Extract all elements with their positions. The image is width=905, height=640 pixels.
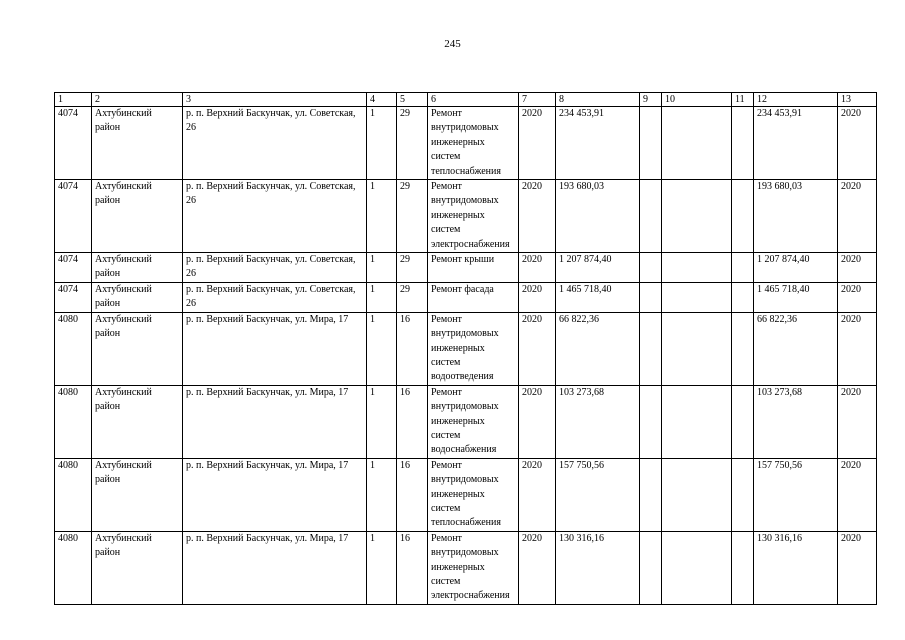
table-cell: 4074 — [55, 253, 92, 283]
table-cell: Ахтубинский район — [92, 531, 183, 604]
table-cell — [662, 385, 732, 458]
column-number-header: 10 — [662, 93, 732, 107]
table-cell: р. п. Верхний Баскунчак, ул. Советская, 26 — [183, 107, 367, 180]
table-cell: 4074 — [55, 282, 92, 312]
table-cell: 66 822,36 — [754, 312, 838, 385]
column-number-header: 12 — [754, 93, 838, 107]
table-cell: 16 — [397, 531, 428, 604]
column-number-header: 2 — [92, 93, 183, 107]
table-cell: 2020 — [838, 312, 877, 385]
table-cell: 1 — [367, 458, 397, 531]
table-cell: Ремонт внутридомовых инженерных систем теплоснабжения — [428, 107, 519, 180]
table-cell: 1 465 718,40 — [754, 282, 838, 312]
table-cell — [662, 282, 732, 312]
table-cell: Ахтубинский район — [92, 312, 183, 385]
table-cell: 157 750,56 — [754, 458, 838, 531]
table-cell: 16 — [397, 385, 428, 458]
table-cell: 2020 — [519, 107, 556, 180]
table-cell: Ахтубинский район — [92, 282, 183, 312]
table-cell: 2020 — [838, 458, 877, 531]
table-cell: 1 — [367, 253, 397, 283]
table-cell: 2020 — [519, 458, 556, 531]
register-table — [54, 92, 877, 605]
table-cell: Ахтубинский район — [92, 107, 183, 180]
table-cell: 1 207 874,40 — [556, 253, 640, 283]
table-cell: 234 453,91 — [556, 107, 640, 180]
table-row — [55, 531, 877, 604]
table-cell: 2020 — [838, 180, 877, 253]
table-cell: 2020 — [519, 180, 556, 253]
table-cell: 1 465 718,40 — [556, 282, 640, 312]
table-cell: Ахтубинский район — [92, 458, 183, 531]
table-cell: 2020 — [838, 253, 877, 283]
table-cell — [640, 253, 662, 283]
table-cell: 193 680,03 — [556, 180, 640, 253]
table-cell: 4080 — [55, 385, 92, 458]
table-header — [55, 93, 877, 107]
table-row — [55, 253, 877, 283]
table-cell — [640, 180, 662, 253]
table-cell — [640, 312, 662, 385]
table-cell: 103 273,68 — [754, 385, 838, 458]
table-cell: Ахтубинский район — [92, 180, 183, 253]
table-cell — [640, 458, 662, 531]
table-cell: Ремонт внутридомовых инженерных систем водоотведения — [428, 312, 519, 385]
table-cell: 4080 — [55, 458, 92, 531]
table-cell: 2020 — [519, 531, 556, 604]
table-cell — [732, 458, 754, 531]
table-cell — [640, 385, 662, 458]
table-cell — [640, 531, 662, 604]
table-cell: 1 — [367, 385, 397, 458]
table-cell: 234 453,91 — [754, 107, 838, 180]
table-cell: р. п. Верхний Баскунчак, ул. Мира, 17 — [183, 385, 367, 458]
table-row — [55, 107, 877, 180]
table-row — [55, 458, 877, 531]
table-cell — [732, 312, 754, 385]
header-row — [55, 93, 877, 107]
table-cell: 4080 — [55, 312, 92, 385]
table-row — [55, 385, 877, 458]
table-cell — [662, 531, 732, 604]
column-number-header: 4 — [367, 93, 397, 107]
table-cell: 130 316,16 — [556, 531, 640, 604]
table-cell: 2020 — [838, 282, 877, 312]
table-cell — [662, 458, 732, 531]
table-cell — [732, 107, 754, 180]
table-cell: 2020 — [838, 531, 877, 604]
table-cell — [732, 253, 754, 283]
table-cell: 4074 — [55, 107, 92, 180]
table-cell: 2020 — [519, 253, 556, 283]
table-row — [55, 180, 877, 253]
table-cell: 29 — [397, 282, 428, 312]
table-cell — [662, 253, 732, 283]
table-cell: 2020 — [838, 385, 877, 458]
table-cell: р. п. Верхний Баскунчак, ул. Советская, 26 — [183, 180, 367, 253]
table-cell: 66 822,36 — [556, 312, 640, 385]
table-cell: р. п. Верхний Баскунчак, ул. Мира, 17 — [183, 458, 367, 531]
table-cell: Ремонт внутридомовых инженерных систем водоснабжения — [428, 385, 519, 458]
column-number-header: 7 — [519, 93, 556, 107]
column-number-header: 13 — [838, 93, 877, 107]
table-cell — [732, 385, 754, 458]
table-cell: 1 — [367, 282, 397, 312]
column-number-header: 11 — [732, 93, 754, 107]
table-cell: р. п. Верхний Баскунчак, ул. Советская, 26 — [183, 253, 367, 283]
table-cell: р. п. Верхний Баскунчак, ул. Мира, 17 — [183, 312, 367, 385]
table-cell: 29 — [397, 253, 428, 283]
table-row — [55, 312, 877, 385]
table-cell — [640, 107, 662, 180]
table-cell — [732, 180, 754, 253]
table-cell: 29 — [397, 107, 428, 180]
table-cell — [662, 180, 732, 253]
table-cell — [662, 107, 732, 180]
table-cell: Ремонт внутридомовых инженерных систем электроснабжения — [428, 180, 519, 253]
table-cell: 2020 — [519, 312, 556, 385]
table-cell: Ремонт внутридомовых инженерных систем теплоснабжения — [428, 458, 519, 531]
column-number-header: 1 — [55, 93, 92, 107]
table-cell: 16 — [397, 312, 428, 385]
table-cell: 1 — [367, 180, 397, 253]
table-cell: 103 273,68 — [556, 385, 640, 458]
table-cell: 2020 — [519, 385, 556, 458]
table-cell: 4080 — [55, 531, 92, 604]
table-cell: Ремонт фасада — [428, 282, 519, 312]
table-cell: р. п. Верхний Баскунчак, ул. Мира, 17 — [183, 531, 367, 604]
table-cell: Ремонт внутридомовых инженерных систем электроснабжения — [428, 531, 519, 604]
table-row — [55, 282, 877, 312]
table-cell: 2020 — [838, 107, 877, 180]
table-cell: 1 — [367, 107, 397, 180]
column-number-header: 5 — [397, 93, 428, 107]
table-body — [55, 107, 877, 605]
table-cell: Ахтубинский район — [92, 253, 183, 283]
table-cell: 157 750,56 — [556, 458, 640, 531]
page-number: 245 — [444, 38, 461, 50]
column-number-header: 9 — [640, 93, 662, 107]
table-cell: 130 316,16 — [754, 531, 838, 604]
column-number-header: 3 — [183, 93, 367, 107]
column-number-header: 8 — [556, 93, 640, 107]
table-cell — [662, 312, 732, 385]
table-cell — [732, 531, 754, 604]
column-number-header: 6 — [428, 93, 519, 107]
table-cell — [640, 282, 662, 312]
table-cell: 29 — [397, 180, 428, 253]
table-cell: 1 — [367, 531, 397, 604]
table-cell: 1 207 874,40 — [754, 253, 838, 283]
table-cell: 4074 — [55, 180, 92, 253]
table-cell — [732, 282, 754, 312]
table-cell: 2020 — [519, 282, 556, 312]
table-cell: 16 — [397, 458, 428, 531]
table-cell: 193 680,03 — [754, 180, 838, 253]
table-cell: Ахтубинский район — [92, 385, 183, 458]
table-cell: 1 — [367, 312, 397, 385]
table-cell: Ремонт крыши — [428, 253, 519, 283]
table-cell: р. п. Верхний Баскунчак, ул. Советская, 26 — [183, 282, 367, 312]
